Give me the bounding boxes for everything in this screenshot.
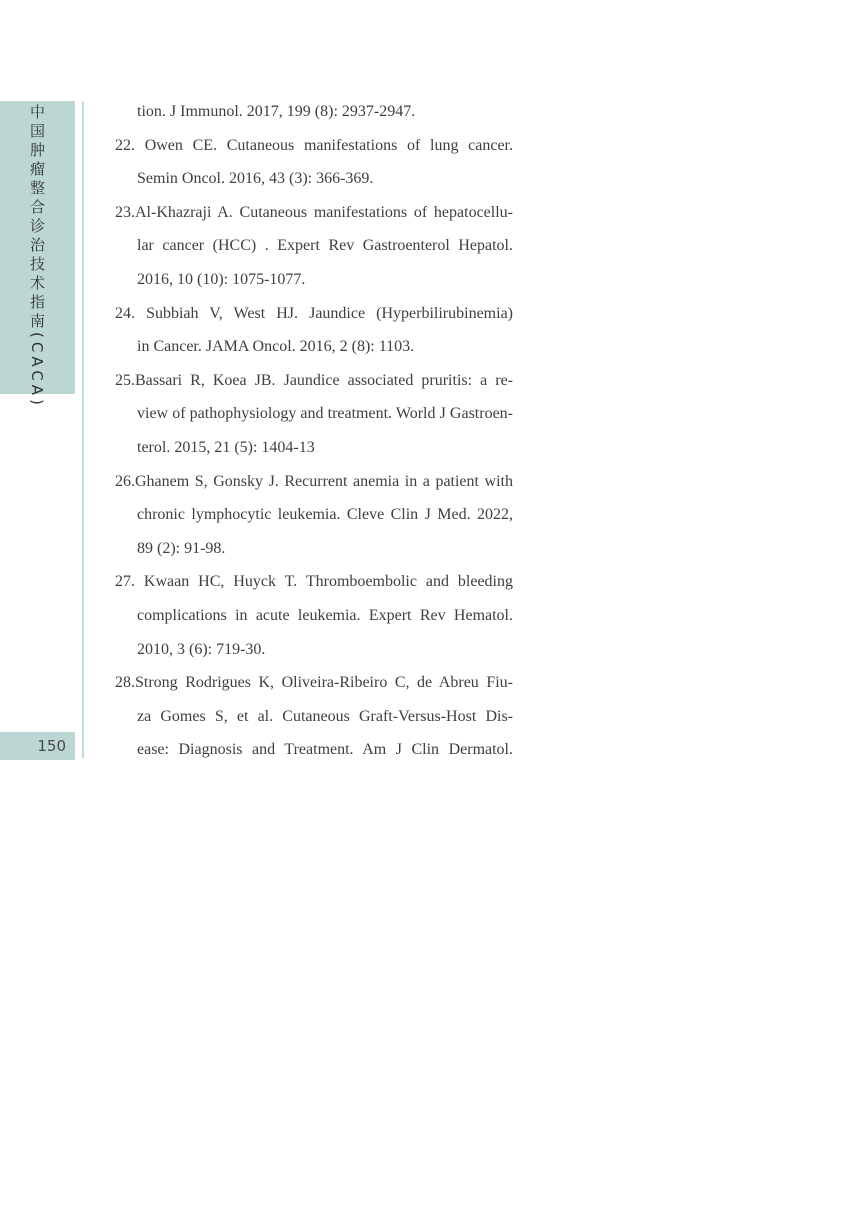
reference-item bbox=[115, 95, 513, 129]
sidebar-tab bbox=[0, 101, 75, 409]
page-number: 150 bbox=[37, 737, 66, 755]
reference-line: 23.Al-Khazraji A. Cutaneous manifestations of hepatocellu- bbox=[115, 203, 513, 221]
reference-line: in Cancer. JAMA Oncol. 2016, 2 (8): 1103. bbox=[137, 338, 415, 356]
references-list bbox=[115, 95, 513, 767]
reference-line: chronic lymphocytic leukemia. Cleve Clin J Med. 2022, bbox=[137, 506, 513, 524]
reference-line: terol. 2015, 21 (5): 1404-13 bbox=[137, 438, 315, 456]
reference-line: ease: Diagnosis and Treatment. Am J Clin Dermatol. bbox=[137, 741, 513, 759]
reference-line: 2016, 10 (10): 1075-1077. bbox=[137, 270, 306, 288]
reference-line: lar cancer (HCC) . Expert Rev Gastroenterol Hepatol. bbox=[137, 237, 513, 255]
reference-line: 25.Bassari R, Koea JB. Jaundice associated pruritis: a re- bbox=[115, 371, 513, 389]
reference-line: 2010, 3 (6): 719-30. bbox=[137, 640, 266, 658]
reference-line: view of pathophysiology and treatment. World J Gastroen- bbox=[137, 405, 513, 423]
reference-item bbox=[115, 196, 513, 297]
reference-line: 89 (2): 91-98. bbox=[137, 539, 226, 557]
reference-item bbox=[115, 465, 513, 566]
reference-line: 27. Kwaan HC, Huyck T. Thromboembolic and bleeding bbox=[115, 573, 513, 591]
reference-line: 22. Owen CE. Cutaneous manifestations of lung cancer. bbox=[115, 136, 513, 154]
page-number-box bbox=[0, 732, 75, 760]
reference-item bbox=[115, 666, 513, 767]
vertical-divider-line bbox=[82, 101, 84, 758]
reference-item bbox=[115, 129, 513, 196]
reference-line: 28.Strong Rodrigues K, Oliveira-Ribeiro C, de Abreu Fiu- bbox=[115, 674, 513, 692]
reference-line: za Gomes S, et al. Cutaneous Graft-Versus-Host Dis- bbox=[137, 707, 513, 725]
reference-line: complications in acute leukemia. Expert Rev Hematol. bbox=[137, 606, 513, 624]
reference-item bbox=[115, 364, 513, 465]
reference-line: 24. Subbiah V, West HJ. Jaundice (Hyperbilirubinemia) bbox=[115, 304, 513, 322]
reference-line: Semin Oncol. 2016, 43 (3): 366-369. bbox=[137, 170, 374, 188]
sidebar-title: 中国肿瘤整合诊治技术指南(CACA) bbox=[28, 104, 46, 409]
reference-line: tion. J Immunol. 2017, 199 (8): 2937-2947. bbox=[137, 103, 416, 120]
reference-item bbox=[115, 565, 513, 666]
reference-item bbox=[115, 297, 513, 364]
reference-line: 26.Ghanem S, Gonsky J. Recurrent anemia in a patient with bbox=[115, 472, 513, 490]
